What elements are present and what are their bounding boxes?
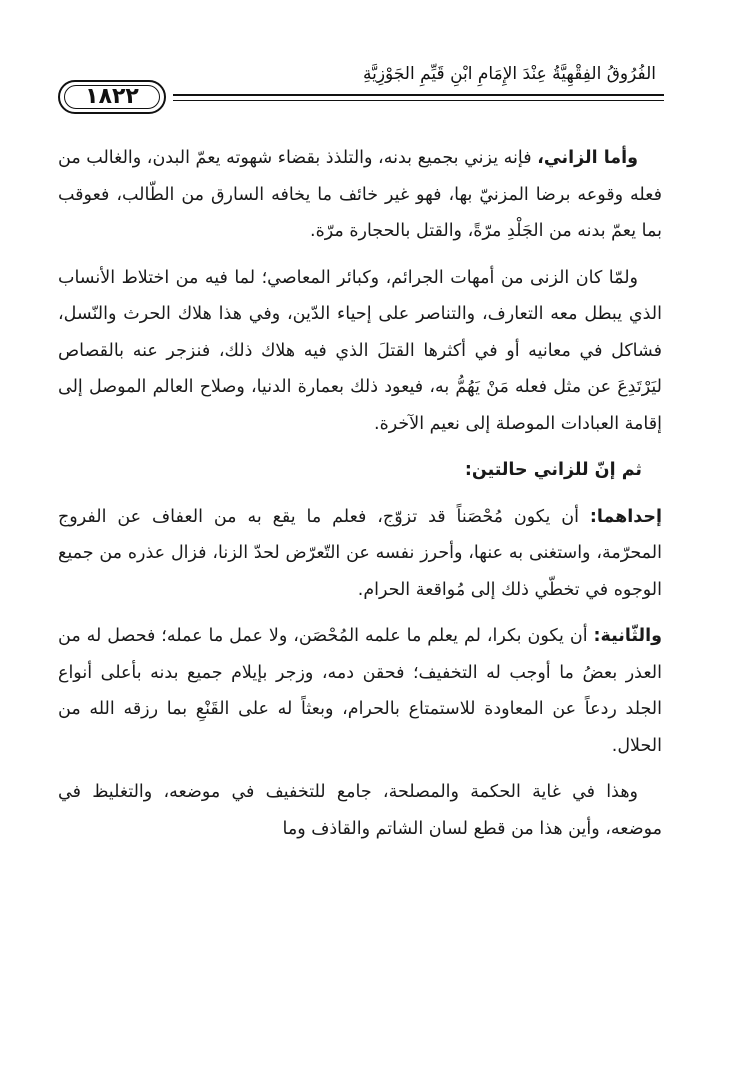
header-rule-thin	[173, 100, 664, 101]
page-number: ١٨٢٢	[58, 80, 166, 114]
paragraph	[58, 499, 662, 609]
paragraph-text: ولمّا كان الزنى من أمهات الجرائم، وكبائر المعاصي؛ لما فيه من اختلاط الأنساب الذي يبطل معه التعارف، والتناصر على إحياء الدّين، وفي هذا هلاك الحرث والنّسل، فشاكل في معانيه أو في أكثرها القتلَ الذي فيه هلاك ذلك، فنزجر عنه بالقصاص ليَرْتَدِعَ عن مثل فعله مَنْ يَهُمُّ به، فيعود ذلك بعمارة الدنيا، وصلاح العالم الموصل إلى إقامة العبادات الموصلة إلى نعيم الآخرة.	[58, 267, 662, 434]
page-body	[58, 140, 662, 857]
paragraph-text: أن يكون مُحْصَناً قد تزوّج، فعلم ما يقع به من العفاف عن الفروج المحرّمة، واستغنى به عنها، وأحرز نفسه عن التّعرّض لحدّ الزنا، فزال عذره من جميع الوجوه في تخطّي ذلك إلى مُواقعة الحرام.	[58, 506, 662, 600]
paragraph-text: فإنه يزني بجميع بدنه، والتلذذ بقضاء شهوته يعمّ البدن، والغالب من فعله وقوعه برضا المزنيّ بها، فهو غير خائف ما يخافه السارق من الطّالب، فعوقب بما يعمّ بدنه من الجَلْدِ مرّةً، والقتل بالحجارة مرّة.	[58, 148, 662, 241]
page-header	[58, 64, 664, 124]
paragraph	[58, 260, 662, 443]
running-title: الفُرُوقُ الفِقْهِيَّةُ عِنْدَ الإِمَامِ ابْنِ قَيِّمِ الجَوْزِيَّةِ	[363, 64, 656, 84]
paragraph	[58, 774, 662, 847]
paragraph-text: وهذا في غاية الحكمة والمصلحة، جامع للتخفيف في موضعه، والتغليظ في موضعه، وأين هذا من قطع لسان الشاتم والقاذف وما	[58, 782, 662, 839]
paragraph-text: أن يكون بكرا، لم يعلم ما علمه المُحْصَن، ولا عمل ما عمله؛ فحصل له من العذر بعضُ ما أوجب له التخفيف؛ فحقن دمه، وزجر بإيلام جميع بدنه بأعلى أنواع الجلد ردعاً عن المعاودة للاستمتاع بالحرام، وبعثاً له على القَنْعِ بما رزقه الله من الحلال.	[58, 626, 662, 756]
paragraph-lead: إحداهما:	[589, 506, 662, 527]
paragraph-lead: وأما الزاني،	[537, 148, 638, 168]
paragraph-lead: ثم إنّ للزاني حالتين:	[464, 460, 642, 480]
header-rule	[173, 94, 664, 96]
section-heading	[58, 452, 662, 489]
paragraph	[58, 140, 662, 250]
paragraph-lead: والثّانية:	[593, 626, 662, 646]
paragraph	[58, 618, 662, 764]
